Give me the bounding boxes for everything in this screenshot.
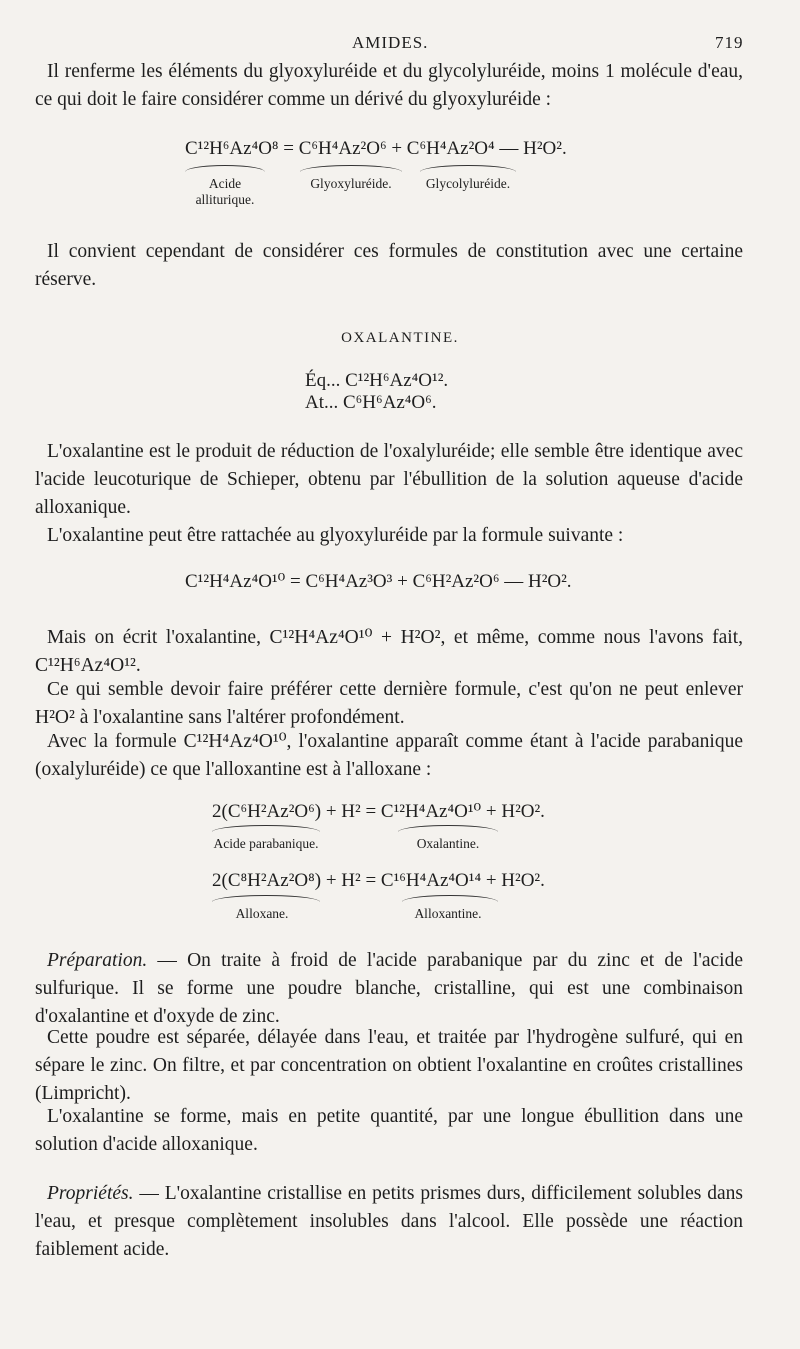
paragraph-3: L'oxalantine est le produit de réduction de l'oxalyluréide; elle semble être identique avec l'acide leucoturique de Schieper, obtenu par l'ébullition de la solution aqueuse d'acide alloxanique.: [35, 441, 743, 518]
paragraph-5: Mais on écrit l'oxalantine, C¹²H⁴Az⁴O¹⁰ + H²O², et même, comme nous l'avons fait, C¹²H⁶Az⁴O¹².: [35, 627, 743, 676]
paragraph-4: L'oxalantine peut être rattachée au glyoxyluréide par la formule suivante :: [47, 525, 624, 546]
paragraph-10: L'oxalantine se forme, mais en petite quantité, par une longue ébullition dans une solution d'acide alloxanique.: [35, 1106, 743, 1155]
brace-4a: [212, 895, 320, 902]
brace-3a: [212, 825, 320, 832]
properties-text: — L'oxalantine cristallise en petits prismes durs, difficilement solubles dans l'eau, et presque complètement insolubles dans l'alcool. Elle possède une réaction faiblement acide.: [35, 1183, 743, 1260]
equation-4: 2(C⁸H²Az²O⁸) + H² = C¹⁶H⁴Az⁴O¹⁴ + H²O².: [212, 870, 545, 891]
equation-3: 2(C⁶H²Az²O⁶) + H² = C¹²H⁴Az⁴O¹⁰ + H²O².: [212, 801, 545, 822]
brace-4b: [402, 895, 498, 902]
equation-1: C¹²H⁶Az⁴O⁸ = C⁶H⁴Az²O⁶ + C⁶H⁴Az²O⁴ — H²O².: [185, 138, 567, 159]
paragraph-6: Ce qui semble devoir faire préférer cette dernière formule, c'est qu'on ne peut enlever H²O² à l'oxalantine sans l'altérer profondément.: [35, 679, 743, 728]
caption-oxalantine: Oxalantine.: [416, 836, 480, 851]
header-title: AMIDES.: [352, 33, 429, 52]
equivalent-formula: Éq... C¹²H⁶Az⁴O¹².: [305, 370, 449, 391]
paragraph-2: Il convient cependant de considérer ces formules de constitution avec une certaine réserve.: [35, 241, 743, 290]
caption-alloxane: Alloxane.: [235, 906, 289, 921]
brace-1a: [185, 165, 265, 172]
caption-acide: Acide: [208, 176, 242, 191]
caption-alliturique: alliturique.: [195, 192, 255, 207]
running-header: [0, 33, 800, 55]
preparation-label: Préparation.: [47, 950, 148, 971]
brace-1c: [420, 165, 516, 172]
caption-acide-parabanique: Acide parabanique.: [213, 836, 319, 851]
paragraph-1: Il renferme les éléments du glyoxyluréide et du glycolyluréide, moins 1 molécule d'eau, ce qui doit le faire considérer comme un dérivé du glyoxyluréide :: [35, 61, 743, 110]
caption-glyoxylureide: Glyoxyluréide.: [310, 176, 392, 191]
paragraph-preparation: [35, 947, 743, 1031]
paragraph-7: Avec la formule C¹²H⁴Az⁴O¹⁰, l'oxalantine apparaît comme étant à l'acide parabanique (oxalyluréide) ce que l'alloxantine est à l'alloxane :: [35, 731, 743, 780]
paragraph-properties: [35, 1180, 743, 1264]
brace-3b: [398, 825, 498, 832]
properties-label: Propriétés.: [47, 1183, 134, 1204]
section-title: OXALANTINE.: [341, 330, 459, 346]
atomic-formula: At... C⁶H⁶Az⁴O⁶.: [305, 392, 437, 413]
caption-alloxantine: Alloxantine.: [414, 906, 482, 921]
page-number: 719: [715, 33, 744, 52]
brace-1b: [300, 165, 402, 172]
paragraph-9: Cette poudre est séparée, délayée dans l'eau, et traitée par l'hydrogène sulfuré, qui en sépare le zinc. On filtre, et par concentration on obtient l'oxalantine en croûtes cristallines (Limpricht).: [35, 1027, 743, 1104]
equation-2: C¹²H⁴Az⁴O¹⁰ = C⁶H⁴Az³O³ + C⁶H²Az²O⁶ — H²O².: [185, 571, 572, 592]
preparation-text: — On traite à froid de l'acide parabanique par du zinc et de l'acide sulfurique. Il se forme une poudre blanche, cristalline, qui est une combinaison d'oxalantine et d'oxyde de zinc.: [35, 950, 743, 1027]
caption-glycolylureide: Glycolyluréide.: [425, 176, 511, 191]
